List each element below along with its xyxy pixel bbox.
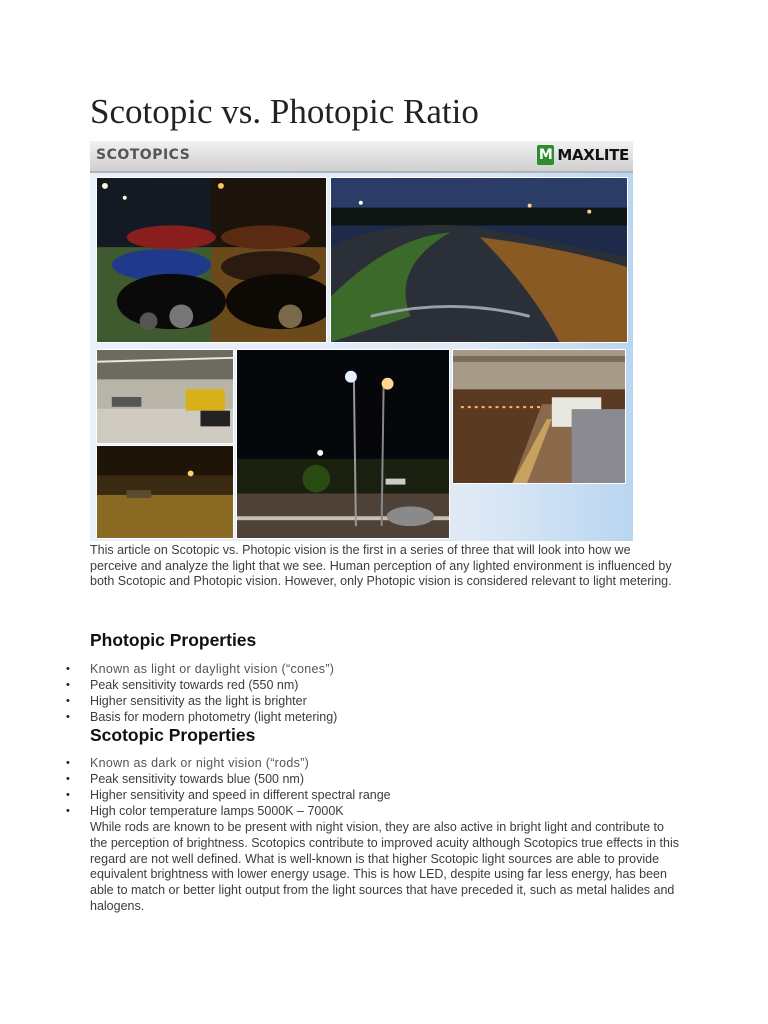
list-item: • Basis for modern photometry (light metering): [90, 709, 337, 725]
list-item: • Peak sensitivity towards blue (500 nm): [90, 771, 391, 787]
photopic-list: [90, 661, 337, 725]
list-item: • Known as light or daylight vision (“cones”): [90, 661, 337, 677]
parking-lot-comparison-photo: [96, 177, 327, 343]
closing-paragraph: While rods are known to be present with night vision, they are also active in bright light and contribute to the perception of brightness. Scotopics contribute to improved acuity although Scotopics true effects in this regard are not well defined. What is well-known is that higher Scotopic light sources are able to provide equivalent brightness with lower energy usage. This is how LED, despite using far less energy, has been able to match or better light output from the light sources that have preceded it, such as metal halides and halogens.: [90, 820, 679, 913]
list-item: • Peak sensitivity towards red (550 nm): [90, 677, 337, 693]
photopic-heading: Photopic Properties: [90, 630, 257, 650]
intro-paragraph: This article on Scotopic vs. Photopic vision is the first in a series of three that will look into how we perceive and analyze the light that we see. Human perception of any lighted environment is influenced by both Scotopic and Photopic vision. However, only Photopic vision is considered relevant to light metering.: [90, 543, 672, 588]
tunnel-photo: [452, 349, 626, 484]
maxlite-logo: [537, 145, 629, 165]
street-lights-photo: [236, 349, 450, 539]
scotopic-heading: Scotopic Properties: [90, 725, 256, 745]
list-item: • Higher sensitivity as the light is brighter: [90, 693, 337, 709]
banner-label: SCOTOPICS: [96, 147, 191, 163]
parking-garage-warm-photo: [96, 445, 234, 539]
scotopic-list: [90, 755, 391, 819]
curved-road-night-photo: [330, 177, 628, 343]
list-item: • Known as dark or night vision (“rods”): [90, 755, 391, 771]
list-item: • High color temperature lamps 5000K – 7000K: [90, 803, 391, 819]
parking-garage-photo: [96, 349, 234, 444]
maxlite-logo-text: MAXLITE: [557, 146, 629, 164]
list-item: • Higher sensitivity and speed in different spectral range: [90, 787, 391, 803]
page-title: Scotopic vs. Photopic Ratio: [90, 92, 479, 131]
scotopics-banner-image: [90, 141, 633, 541]
maxlite-logo-mark: M: [538, 147, 553, 163]
banner-header: [90, 141, 633, 173]
